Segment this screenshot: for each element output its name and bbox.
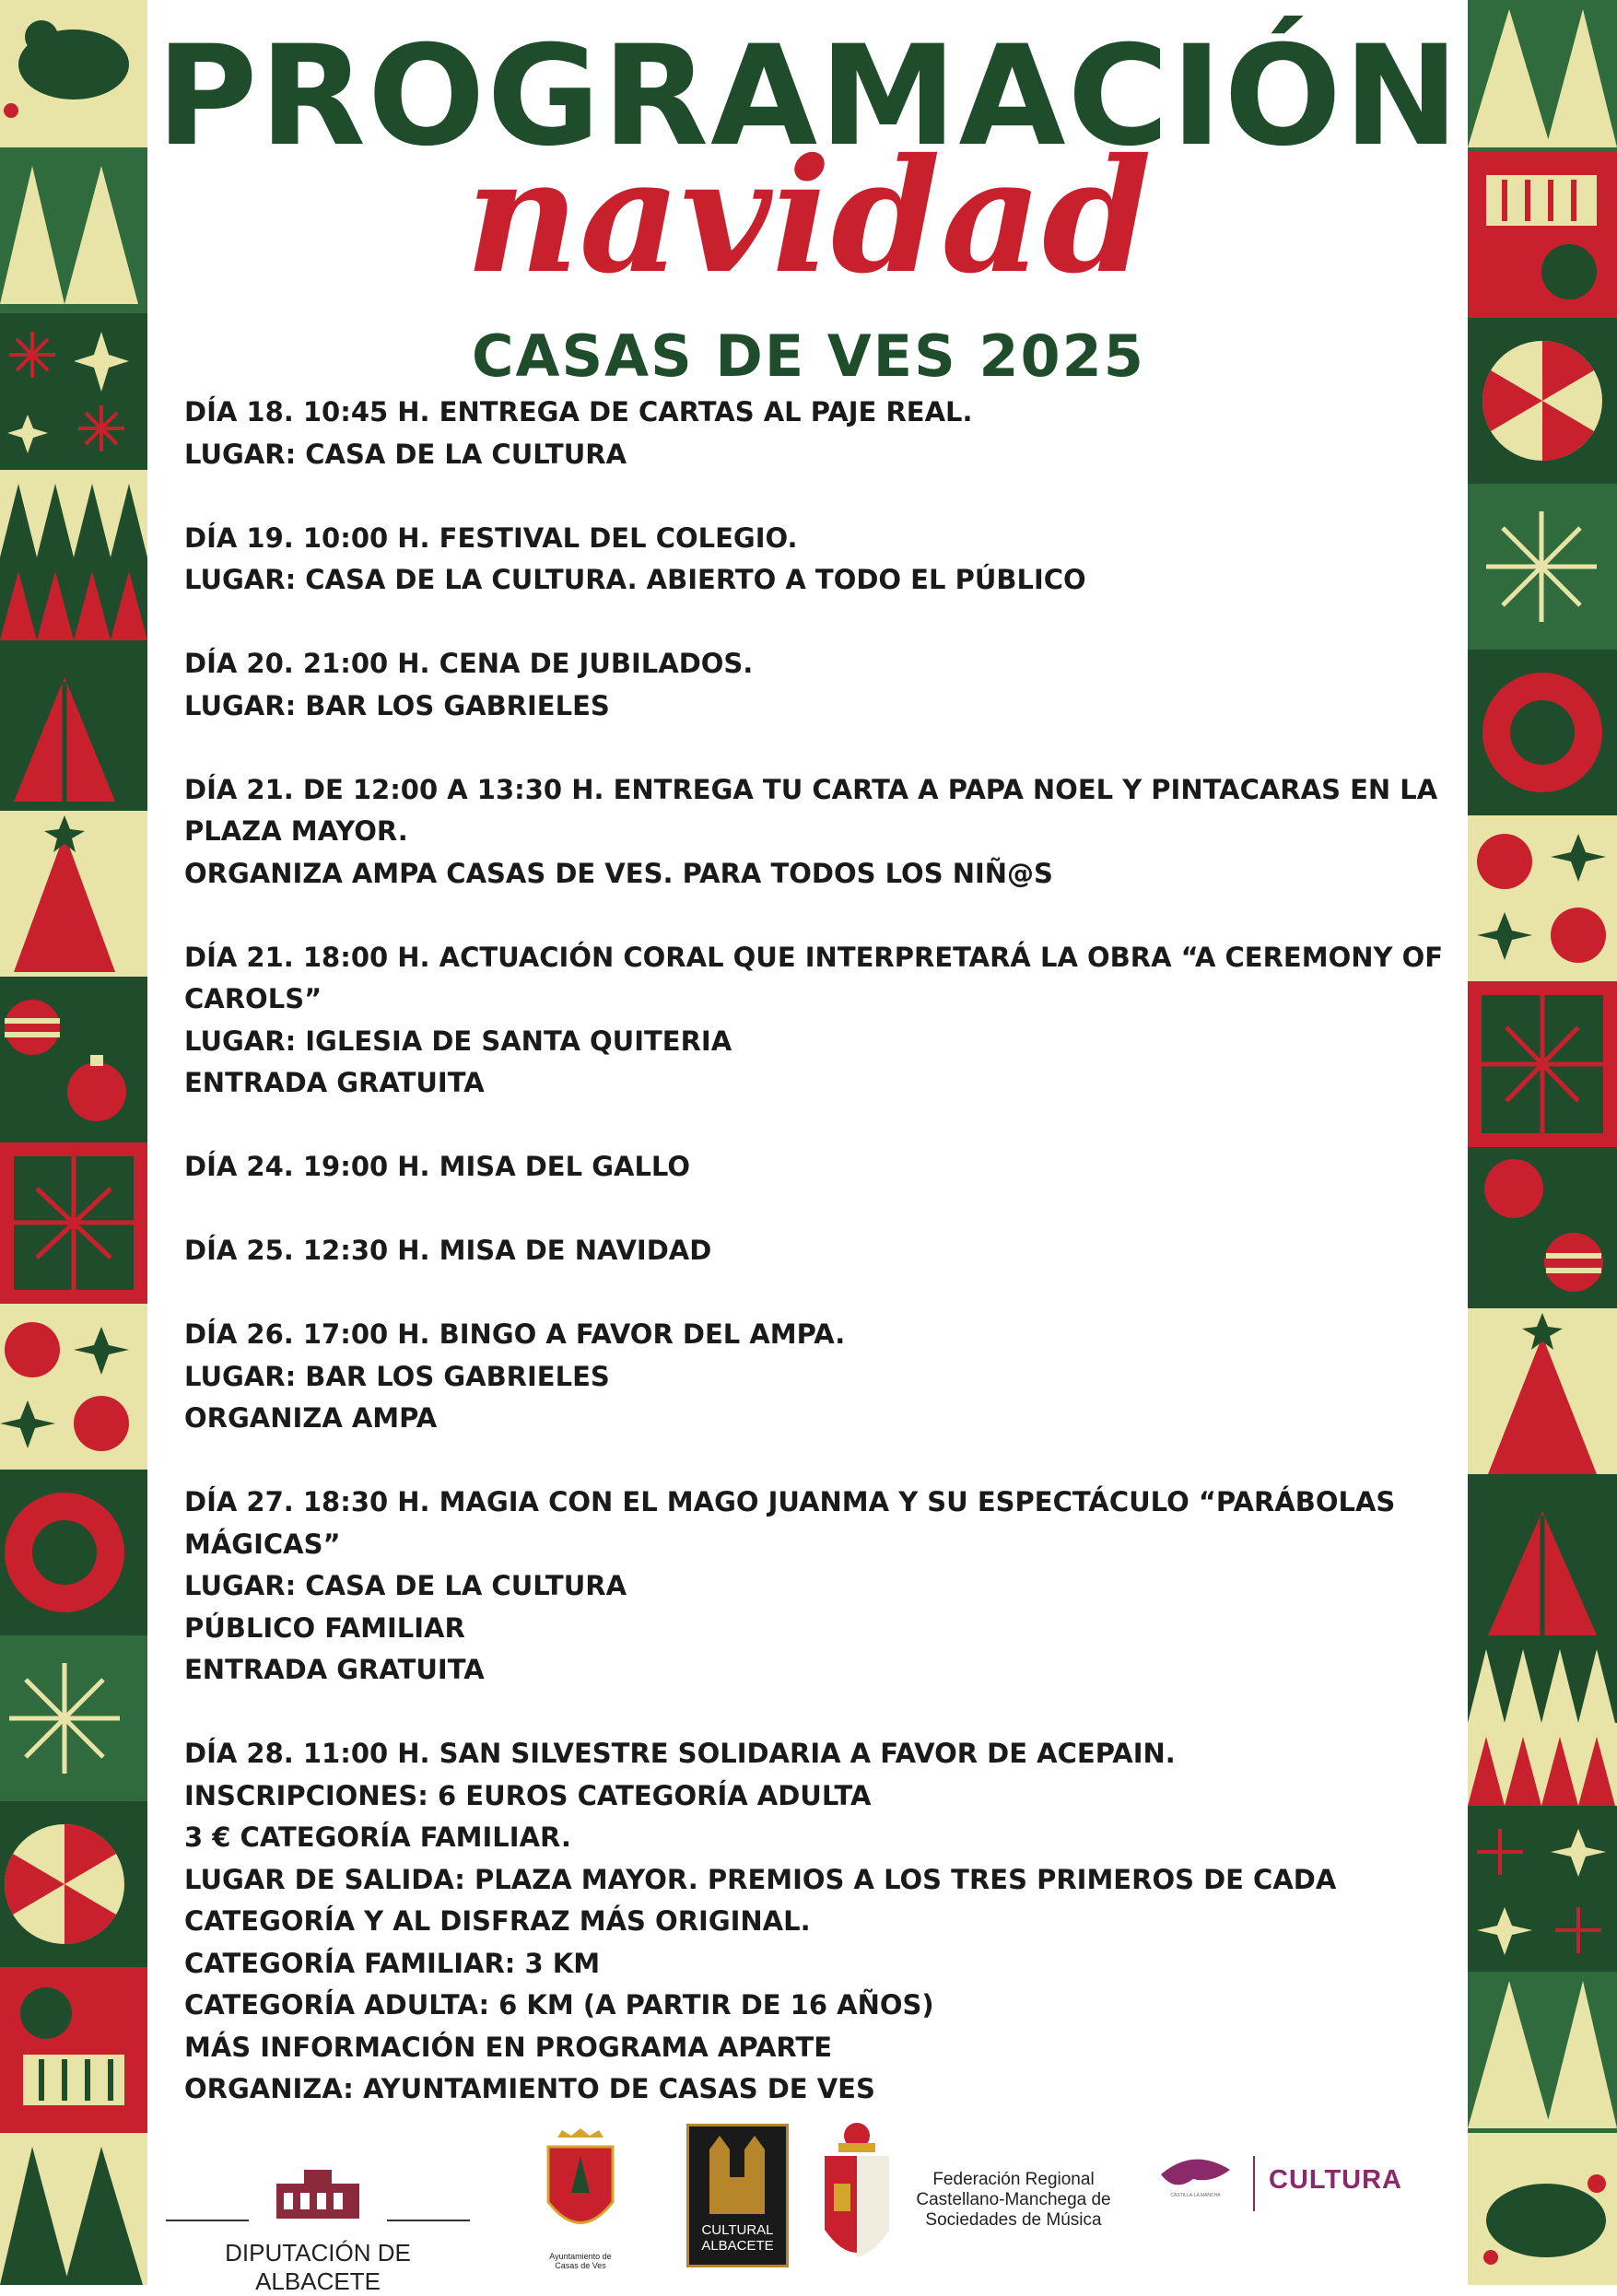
event-item [184, 1230, 1456, 1272]
event-detail: LUGAR DE SALIDA: PLAZA MAYOR. PREMIOS A LOS TRES PRIMEROS DE CADA CATEGORÍA Y AL DISFRAZ MÁS ORIGINAL. [184, 1863, 1337, 1937]
ornament-icon [5, 1824, 124, 1944]
cultural-albacete-label: CULTURAL ALBACETE [701, 2222, 774, 2254]
federacion-line-2: Castellano-Manchega de [916, 2190, 1111, 2209]
sponsor-logos [147, 2110, 1468, 2295]
event-heading: DÍA 20. 21:00 H. CENA DE JUBILADOS. [184, 648, 754, 679]
event-detail: ORGANIZA AMPA CASAS DE VES. PARA TODOS LOS NIÑ@S [184, 857, 1053, 889]
script-title: navidad [465, 124, 1152, 309]
event-detail: ORGANIZA AMPA [184, 1402, 438, 1434]
event-detail: MÁS INFORMACIÓN EN PROGRAMA APARTE [184, 2031, 833, 2063]
ayuntamiento-label: Ayuntamiento de Casas de Ves [549, 2252, 612, 2270]
event-detail: LUGAR: BAR LOS GABRIELES [184, 1360, 610, 1392]
event-heading: DÍA 24. 19:00 H. MISA DEL GALLO [184, 1151, 691, 1182]
coat-of-arms-icon [539, 2128, 622, 2248]
events-list [184, 392, 1456, 2152]
diputacion-logo [166, 2165, 470, 2295]
event-heading: DÍA 21. DE 12:00 A 13:30 H. ENTREGA TU CARTA A PAPA NOEL Y PINTACARAS EN LA PLAZA MAYOR. [184, 773, 1438, 847]
federacion-text [908, 2170, 1119, 2253]
clm-emblem-icon [1156, 2151, 1235, 2225]
wreath-icon [5, 1493, 124, 1612]
snowflake-icon [9, 1663, 120, 1774]
event-item [184, 643, 1456, 727]
event-heading: DÍA 21. 18:00 H. ACTUACIÓN CORAL QUE INTERPRETARÁ LA OBRA “A CEREMONY OF CAROLS” [184, 941, 1444, 1014]
event-heading: DÍA 26. 17:00 H. BINGO A FAVOR DEL AMPA. [184, 1318, 846, 1350]
event-detail: 3 € CATEGORÍA FAMILIAR. [184, 1822, 571, 1853]
cultura-label: CULTURA [1269, 2165, 1402, 2195]
cultural-albacete-logo [686, 2124, 789, 2267]
federacion-shield [820, 2119, 894, 2276]
event-detail: CATEGORÍA FAMILIAR: 3 KM [184, 1947, 601, 1979]
castilla-la-mancha-cultura-logo [1156, 2151, 1402, 2243]
federacion-line-3: Sociedades de Música [925, 2210, 1102, 2230]
page-title: PROGRAMACIÓN [156, 17, 1461, 177]
event-detail: LUGAR: BAR LOS GABRIELES [184, 689, 610, 721]
event-detail: CATEGORÍA ADULTA: 6 KM (A PARTIR DE 16 AÑOS) [184, 1989, 934, 2021]
event-detail: LUGAR: IGLESIA DE SANTA QUITERIA [184, 1025, 732, 1057]
event-detail: LUGAR: CASA DE LA CULTURA. ABIERTO A TODO EL PÚBLICO [184, 564, 1086, 595]
divider [1253, 2156, 1255, 2211]
event-item [184, 518, 1456, 602]
event-detail: ENTRADA GRATUITA [184, 1654, 485, 1685]
shield-icon [820, 2119, 894, 2276]
event-detail: INSCRIPCIONES: 6 EUROS CATEGORÍA ADULTA [184, 1779, 872, 1811]
event-heading: DÍA 28. 11:00 H. SAN SILVESTRE SOLIDARIA A FAVOR DE ACEPAIN. [184, 1738, 1176, 1769]
event-heading: DÍA 27. 18:30 H. MAGIA CON EL MAGO JUANMA Y SU ESPECTÁCULO “PARÁBOLAS MÁGICAS” [184, 1486, 1396, 1560]
ayuntamiento-logo [539, 2128, 622, 2276]
event-heading: DÍA 25. 12:30 H. MISA DE NAVIDAD [184, 1235, 712, 1266]
towers-icon [689, 2126, 786, 2219]
event-item [184, 392, 1456, 475]
event-item [184, 1733, 1456, 2111]
event-heading: DÍA 18. 10:45 H. ENTREGA DE CARTAS AL PAJE REAL. [184, 396, 973, 428]
event-detail: PÚBLICO FAMILIAR [184, 1611, 465, 1644]
page-subtitle: CASAS DE VES 2025 [472, 322, 1145, 390]
event-detail: LUGAR: CASA DE LA CULTURA [184, 1570, 627, 1601]
event-detail: ORGANIZA: AYUNTAMIENTO DE CASAS DE VES [184, 2073, 875, 2104]
event-detail: ENTRADA GRATUITA [184, 1067, 485, 1098]
diputacion-label: DIPUTACIÓN DE ALBACETE [225, 2239, 411, 2295]
event-item [184, 937, 1456, 1105]
clm-label: CASTILLA-LA MANCHA [1170, 2193, 1221, 2198]
event-item [184, 1314, 1456, 1440]
building-icon [166, 2165, 470, 2230]
federacion-line-1: Federación Regional [932, 2170, 1095, 2189]
wreath-icon [1482, 673, 1602, 792]
event-detail: LUGAR: CASA DE LA CULTURA [184, 438, 627, 470]
event-heading: DÍA 19. 10:00 H. FESTIVAL DEL COLEGIO. [184, 521, 798, 554]
event-item [184, 1146, 1456, 1189]
event-item [184, 1482, 1456, 1692]
snowflake-icon [1486, 511, 1597, 622]
event-item [184, 769, 1456, 896]
